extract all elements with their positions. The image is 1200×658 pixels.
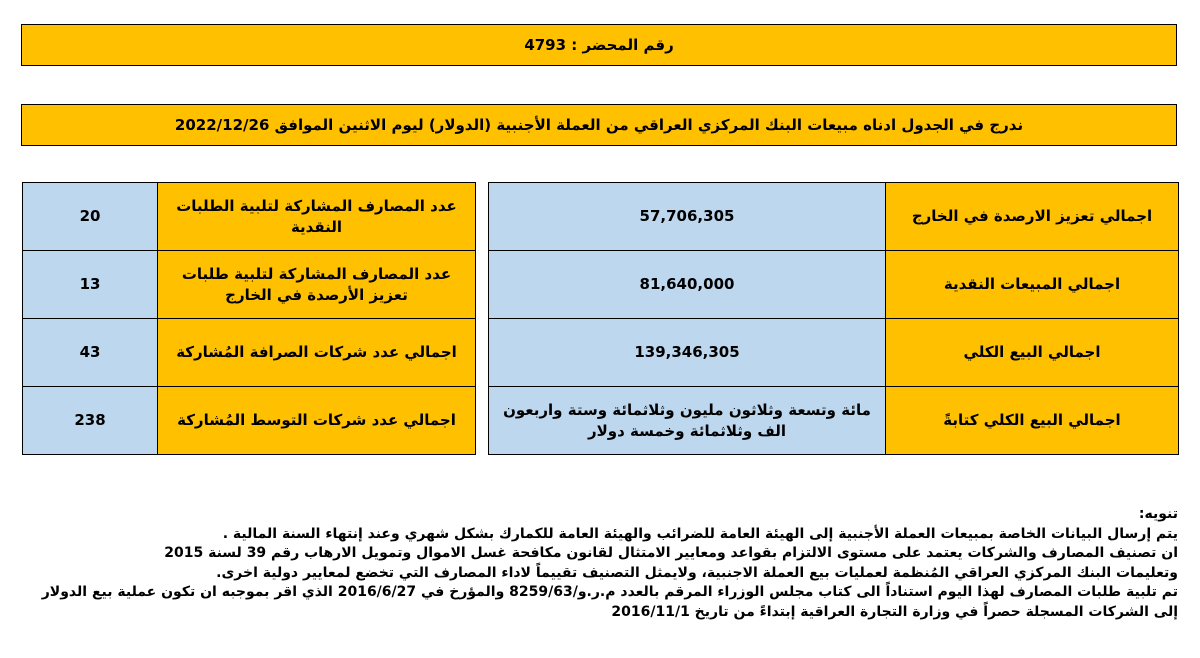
cell-label: اجمالي المبيعات النقدية: [886, 251, 1179, 319]
record-number-text: رقم المحضر : 4793: [524, 36, 674, 54]
participants-table: [22, 182, 476, 455]
note-line: ان تصنيف المصارف والشركات يعتمد على مستوى الالتزام بقواعد ومعايير الامتثال لقانون مكافحة غسل الاموال وتمويل الارهاب رقم 39 لسنة 2015: [164, 545, 1178, 561]
table-row: [489, 183, 1179, 251]
cell-value: 238: [23, 387, 158, 455]
notes-section: [18, 505, 1178, 622]
note-line: إلى الشركات المسجلة حصراً في وزارة التجارة العراقية إبتداءً من تاريخ 2016/11/1: [611, 603, 1178, 620]
note-line: وتعليمات البنك المركزي العراقي المُنظمة لعمليات بيع العملة الاجنبية، ولايمثل التصنيف تقييماً لاداء المصارف التي تخضع لمعايير دولية اخرى.: [216, 564, 1178, 581]
intro-heading-text: ندرج في الجدول ادناه مبيعات البنك المركزي العراقي من العملة الأجنبية (الدولار) ليوم الاثنين الموافق 2022/12/26: [174, 116, 1024, 134]
record-number-bar: [21, 24, 1177, 66]
cell-value: 139,346,305: [489, 319, 886, 387]
cell-label: اجمالي البيع الكلي: [886, 319, 1179, 387]
table-row: [23, 319, 476, 387]
cell-label: عدد المصارف المشاركة لتلبية الطلبات النقدية: [158, 183, 476, 251]
table-row: [489, 387, 1179, 455]
notes-heading: تنويه:: [1138, 506, 1178, 522]
cell-value: 43: [23, 319, 158, 387]
note-line: تم تلبية طلبات المصارف لهذا اليوم استناداً الى كتاب مجلس الوزراء المرقم بالعدد م.ر.و/8259/63 والمؤرخ في 2016/6/27 الذي اقر بموجبه ان تكون عملية بيع الدولار: [41, 584, 1178, 600]
intro-heading-bar: [21, 104, 1177, 146]
cell-label: اجمالي البيع الكلي كتابةً: [886, 387, 1179, 455]
cell-label: اجمالي عدد شركات التوسط المُشاركة: [158, 387, 476, 455]
cell-label: اجمالي تعزيز الارصدة في الخارج: [886, 183, 1179, 251]
cell-value: مائة وتسعة وثلاثون مليون وثلاثمائة وستة واربعون الف وثلاثمائة وخمسة دولار: [489, 387, 886, 455]
table-row: [23, 387, 476, 455]
cell-value: 20: [23, 183, 158, 251]
cell-label: اجمالي عدد شركات الصرافة المُشاركة: [158, 319, 476, 387]
table-row: [23, 183, 476, 251]
table-row: [489, 319, 1179, 387]
cell-value: 57,706,305: [489, 183, 886, 251]
table-row: [23, 251, 476, 319]
cell-value: 81,640,000: [489, 251, 886, 319]
cell-label: عدد المصارف المشاركة لتلبية طلبات تعزيز الأرصدة في الخارج: [158, 251, 476, 319]
table-row: [489, 251, 1179, 319]
note-line: يتم إرسال البيانات الخاصة بمبيعات العملة الأجنبية إلى الهيئة العامة للضرائب والهيئة العامة للكمارك بشكل شهري وعند إنتهاء السنة المالية .: [222, 525, 1178, 542]
cell-value: 13: [23, 251, 158, 319]
sales-table: [488, 182, 1179, 455]
